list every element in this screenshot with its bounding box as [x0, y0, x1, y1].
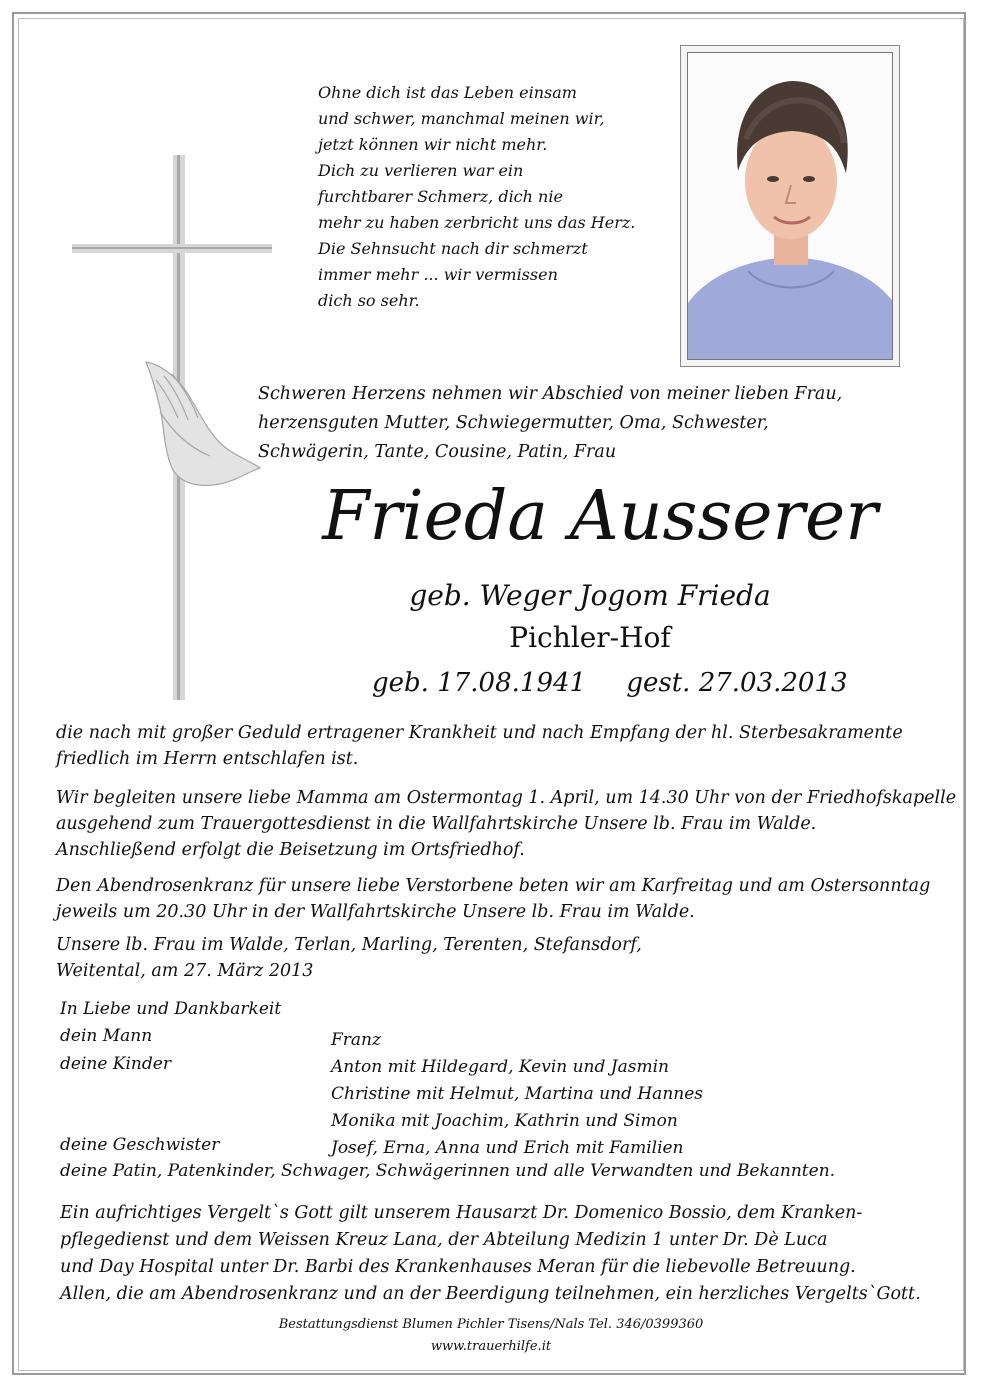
thanks-line: Allen, die am Abendrosenkranz und an der Beerdigung teilnehmen, ein herzliches Vergelts`Gott. — [60, 1284, 921, 1304]
paragraph-line: ausgehend zum Trauergottesdienst in die Wallfahrtskirche Unsere lb. Frau im Walde. — [56, 814, 817, 834]
death-date: gest. 27.03.2013 — [626, 668, 848, 698]
paragraph-passing — [56, 720, 956, 772]
paragraph-line: Unsere lb. Frau im Walde, Terlan, Marling, Terenten, Stefansdorf, — [56, 935, 642, 955]
intro-line: Schweren Herzens nehmen wir Abschied von meiner lieben Frau, — [258, 384, 843, 404]
life-dates — [372, 665, 848, 701]
praying-hands-icon — [146, 362, 260, 485]
child-entry: Monika mit Joachim, Kathrin und Simon — [331, 1111, 678, 1131]
birth-date: geb. 17.08.1941 — [372, 668, 587, 698]
child-entry: Christine mit Helmut, Martina und Hannes — [331, 1084, 703, 1104]
thanks-line: pflegedienst und dem Weissen Kreuz Lana, der Abteilung Medizin 1 unter Dr. Dè Luca — [60, 1230, 828, 1250]
paragraph-rosary — [56, 873, 956, 925]
farm-name: Pichler-Hof — [509, 621, 671, 654]
paragraph-line: Wir begleiten unsere liebe Mamma am Ostermontag 1. April, um 14.30 Uhr von der Friedhofskapelle — [56, 788, 957, 808]
siblings-names: Josef, Erna, Anna und Erich mit Familien — [331, 1138, 684, 1158]
paragraph-funeral — [56, 785, 956, 863]
poem-line: Dich zu verlieren war ein — [318, 161, 524, 180]
poem-line: immer mehr ... wir vermissen — [318, 265, 558, 284]
poem — [318, 80, 658, 314]
portrait-photo-frame — [680, 45, 900, 367]
website-link[interactable]: www.trauerhilfe.it — [430, 1339, 552, 1354]
paragraph-line: die nach mit großer Geduld ertragener Krankheit und nach Empfang der hl. Sterbesakramente — [56, 723, 903, 743]
poem-line: dich so sehr. — [318, 291, 420, 310]
poem-line: Die Sehnsucht nach dir schmerzt — [318, 239, 588, 258]
poem-line: Ohne dich ist das Leben einsam — [318, 83, 577, 102]
poem-line: furchtbarer Schmerz, dich nie — [318, 187, 563, 206]
paragraph-line: Anschließend erfolgt die Beisetzung im Ortsfriedhof. — [56, 840, 525, 860]
children-label: deine Kinder — [60, 1054, 171, 1074]
family-heading: In Liebe und Dankbarkeit — [60, 999, 282, 1019]
thanks-line: Ein aufrichtiges Vergelt`s Gott gilt unserem Hausarzt Dr. Domenico Bossio, dem Kranken- — [60, 1203, 863, 1223]
paragraph-place-date — [56, 932, 956, 984]
paragraph-line: Weitental, am 27. März 2013 — [56, 961, 314, 981]
thanks-paragraph — [60, 1200, 940, 1308]
poem-line: und schwer, manchmal meinen wir, — [318, 109, 605, 128]
undertaker-info: Bestattungsdienst Blumen Pichler Tisens/Nals Tel. 346/0399360 — [278, 1317, 704, 1332]
intro-line: Schwägerin, Tante, Cousine, Patin, Frau — [258, 442, 617, 462]
paragraph-line: friedlich im Herrn entschlafen ist. — [56, 749, 359, 769]
thanks-line: und Day Hospital unter Dr. Barbi des Krankenhauses Meran für die liebevolle Betreuung. — [60, 1257, 856, 1277]
deceased-name: Frieda Ausserer — [322, 477, 878, 556]
portrait-person-icon — [688, 53, 893, 360]
poem-line: jetzt können wir nicht mehr. — [318, 135, 548, 154]
intro-text — [258, 380, 898, 467]
husband-label: dein Mann — [60, 1026, 153, 1046]
siblings-label: deine Geschwister — [60, 1135, 220, 1155]
husband-name: Franz — [331, 1030, 381, 1050]
intro-line: herzensguten Mutter, Schwiegermutter, Oma, Schwester, — [258, 413, 769, 433]
child-entry: Anton mit Hildegard, Kevin und Jasmin — [331, 1057, 669, 1077]
paragraph-line: Den Abendrosenkranz für unsere liebe Verstorbene beten wir am Karfreitag und am Ostersonntag — [56, 876, 931, 896]
birth-name: geb. Weger Jogom Frieda — [409, 579, 771, 612]
paragraph-line: jeweils um 20.30 Uhr in der Wallfahrtskirche Unsere lb. Frau im Walde. — [56, 902, 695, 922]
cross-with-praying-hands-image — [60, 150, 280, 710]
portrait-photo — [687, 52, 893, 360]
poem-line: mehr zu haben zerbricht uns das Herz. — [318, 213, 636, 232]
other-relatives: deine Patin, Patenkinder, Schwager, Schwägerinnen und alle Verwandten und Bekannten. — [60, 1161, 836, 1181]
